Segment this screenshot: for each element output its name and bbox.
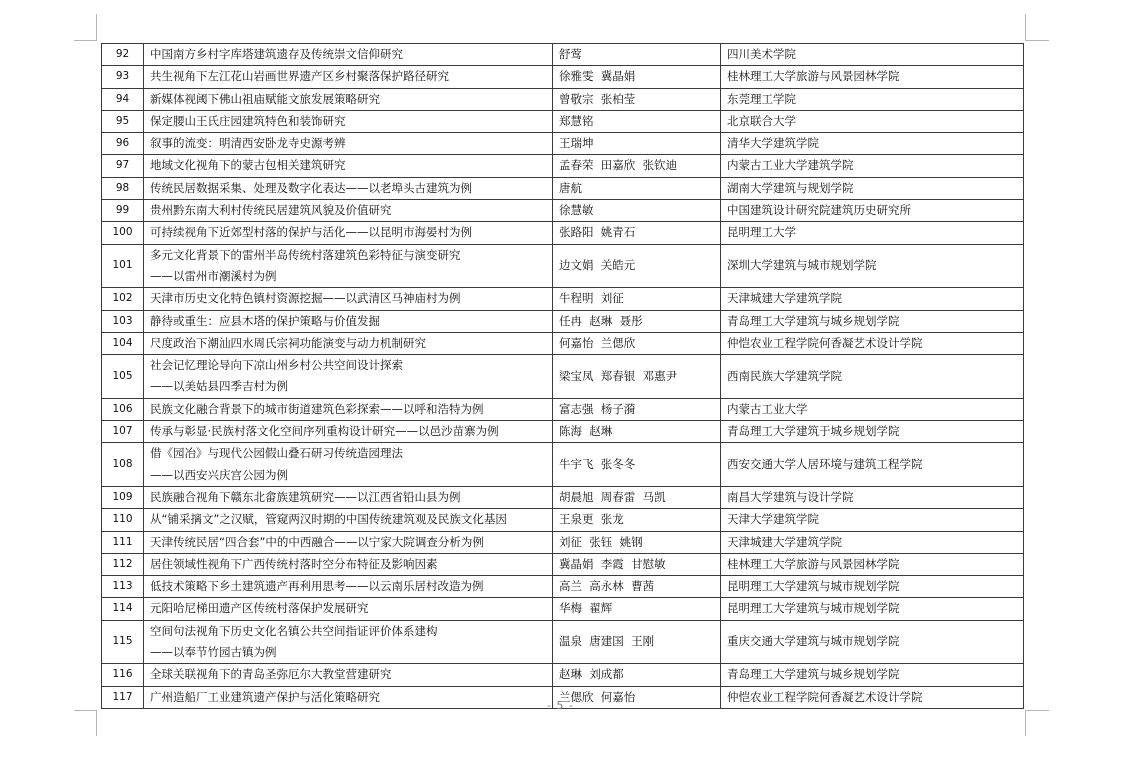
paper-title <box>144 421 553 443</box>
paper-title <box>144 398 553 420</box>
author-institution: 桂林理工大学旅游与风景园林学院 <box>721 553 1024 575</box>
table-row <box>102 553 1024 575</box>
paper-authors: 郑慧铭 <box>553 110 721 132</box>
row-number: 107 <box>102 421 144 443</box>
paper-authors: 边文娟 关皓元 <box>553 244 721 288</box>
paper-title-line: 中国南方乡村字库塔建筑遗存及传统崇文信仰研究 <box>150 47 403 61</box>
paper-title-line: 传承与彰显·民族村落文化空间序列重构设计研究——以邑沙苗寨为例 <box>150 424 499 439</box>
row-number: 101 <box>102 244 144 288</box>
paper-title-line: 全球关联视角下的青岛圣弥厄尔大教堂营建研究 <box>150 667 392 682</box>
row-number: 112 <box>102 553 144 575</box>
author-institution: 天津大学建筑学院 <box>721 509 1024 531</box>
paper-title-line: 从“铺采摛文”之汉赋，管窥两汉时期的中国传统建筑观及民族文化基因 <box>150 512 507 527</box>
paper-title-line: 地域文化视角下的蒙古包相关建筑研究 <box>150 158 346 173</box>
paper-authors: 何嘉怡 兰偲欣 <box>553 332 721 354</box>
paper-title-line: 元阳哈尼梯田遗产区传统村落保护发展研究 <box>150 601 369 616</box>
paper-title <box>144 310 553 332</box>
author-institution: 西南民族大学建筑学院 <box>721 355 1024 399</box>
crop-mark-bottom-right-vertical <box>1025 710 1026 736</box>
table-row <box>102 177 1024 199</box>
row-number: 95 <box>102 110 144 132</box>
paper-authors: 牛程明 刘征 <box>553 288 721 310</box>
row-number: 117 <box>102 686 144 708</box>
crop-mark-top-left-horizontal <box>74 40 97 41</box>
paper-title <box>144 509 553 531</box>
row-number: 108 <box>102 443 144 487</box>
paper-title <box>144 200 553 222</box>
row-number: 110 <box>102 509 144 531</box>
author-institution: 湖南大学建筑与规划学院 <box>721 177 1024 199</box>
table-row <box>102 620 1024 664</box>
row-number: 103 <box>102 310 144 332</box>
paper-title-line: 静待或重生：应县木塔的保护策略与价值发掘 <box>150 313 380 328</box>
table-row <box>102 598 1024 620</box>
paper-title-line: 居住领域性视角下广西传统村落时空分布特征及影响因素 <box>150 556 438 571</box>
paper-title-line: 民族融合视角下赣东北畲族建筑研究——以江西省铅山县为例 <box>150 489 461 504</box>
table-row <box>102 398 1024 420</box>
author-institution: 东莞理工学院 <box>721 88 1024 110</box>
paper-title-line: 叙事的流变：明清西安卧龙寺史源考辨 <box>150 136 346 151</box>
paper-title <box>144 110 553 132</box>
paper-title-line: 空间句法视角下历史文化名镇公共空间指证评价体系建构 <box>150 623 438 638</box>
crop-mark-top-left-vertical <box>96 14 97 40</box>
paper-title-line: 天津传统民居“四合套”中的中西融合——以宁家大院调查分析为例 <box>150 534 484 549</box>
author-institution: 昆明理工大学建筑与城市规划学院 <box>721 598 1024 620</box>
table-row <box>102 355 1024 399</box>
page-number: - 5 - <box>547 699 574 712</box>
paper-title-line: 低技术策略下乡土建筑遗产再利用思考——以云南乐居村改造为例 <box>150 579 484 594</box>
paper-title <box>144 553 553 575</box>
author-institution: 昆明理工大学 <box>721 222 1024 244</box>
table-row <box>102 421 1024 443</box>
paper-title <box>144 177 553 199</box>
table-row <box>102 288 1024 310</box>
paper-authors: 温泉 唐建国 王刚 <box>553 620 721 664</box>
paper-list-body <box>102 44 1024 709</box>
paper-list-table <box>101 43 1024 709</box>
paper-authors: 冀晶娟 李霞 甘慰敏 <box>553 553 721 575</box>
paper-subtitle-line: ——以雷州市潮溪村为例 <box>150 268 277 283</box>
row-number: 116 <box>102 664 144 686</box>
row-number: 106 <box>102 398 144 420</box>
paper-title <box>144 355 553 399</box>
paper-subtitle-line: ——以西安兴庆宫公园为例 <box>150 467 288 482</box>
row-number: 92 <box>102 44 144 66</box>
paper-title <box>144 443 553 487</box>
table-row <box>102 222 1024 244</box>
paper-authors: 陈海 赵琳 <box>553 421 721 443</box>
author-institution: 内蒙古工业大学 <box>721 398 1024 420</box>
paper-title-line: 共生视角下左江花山岩画世界遗产区乡村聚落保护路径研究 <box>150 69 449 84</box>
paper-authors: 赵琳 刘成都 <box>553 664 721 686</box>
author-institution: 重庆交通大学建筑与城市规划学院 <box>721 620 1024 664</box>
crop-mark-bottom-left-vertical <box>96 710 97 736</box>
paper-authors: 胡晨旭 周春雷 马凯 <box>553 486 721 508</box>
paper-title-line: 可持续视角下近郊型村落的保护与活化——以昆明市海晏村为例 <box>150 225 472 240</box>
paper-authors: 曾敬宗 张柏莹 <box>553 88 721 110</box>
paper-title <box>144 664 553 686</box>
paper-authors: 高兰 高永林 曹茜 <box>553 576 721 598</box>
row-number: 100 <box>102 222 144 244</box>
author-institution: 西安交通大学人居环境与建筑工程学院 <box>721 443 1024 487</box>
author-institution: 北京联合大学 <box>721 110 1024 132</box>
author-institution: 仲恺农业工程学院何香凝艺术设计学院 <box>721 332 1024 354</box>
paper-title <box>144 332 553 354</box>
row-number: 105 <box>102 355 144 399</box>
paper-authors: 富志强 杨子漪 <box>553 398 721 420</box>
author-institution: 深圳大学建筑与城市规划学院 <box>721 244 1024 288</box>
paper-subtitle-line: ——以奉节竹园古镇为例 <box>150 645 277 660</box>
row-number: 93 <box>102 66 144 88</box>
paper-title <box>144 531 553 553</box>
table-row <box>102 486 1024 508</box>
table-row <box>102 244 1024 288</box>
paper-title <box>144 155 553 177</box>
author-institution: 青岛理工大学建筑与城乡规划学院 <box>721 664 1024 686</box>
paper-authors: 张路阳 姚青石 <box>553 222 721 244</box>
paper-title-line: 保定腰山王氏庄园建筑特色和装饰研究 <box>150 113 346 128</box>
author-institution: 桂林理工大学旅游与风景园林学院 <box>721 66 1024 88</box>
author-institution: 青岛理工大学建筑与城乡规划学院 <box>721 310 1024 332</box>
paper-title <box>144 620 553 664</box>
paper-title <box>144 222 553 244</box>
paper-authors: 兰偲欣 何嘉怡 <box>553 686 721 708</box>
table-row <box>102 44 1024 66</box>
author-institution: 昆明理工大学建筑与城市规划学院 <box>721 576 1024 598</box>
crop-mark-top-right-vertical <box>1025 14 1026 40</box>
paper-title-line: 传统民居数据采集、处理及数字化表达——以老埠头古建筑为例 <box>150 180 472 195</box>
paper-title <box>144 576 553 598</box>
paper-authors: 华梅 翟辉 <box>553 598 721 620</box>
paper-title <box>144 44 553 66</box>
author-institution: 四川美术学院 <box>721 44 1024 66</box>
author-institution: 内蒙古工业大学建筑学院 <box>721 155 1024 177</box>
paper-title <box>144 66 553 88</box>
paper-title <box>144 288 553 310</box>
paper-title-line: 贵州黔东南大利村传统民居建筑风貌及价值研究 <box>150 203 392 218</box>
paper-authors: 徐慧敏 <box>553 200 721 222</box>
paper-authors: 牛宇飞 张冬冬 <box>553 443 721 487</box>
row-number: 96 <box>102 133 144 155</box>
table-row <box>102 133 1024 155</box>
table-row <box>102 509 1024 531</box>
table-row <box>102 443 1024 487</box>
paper-authors: 刘征 张钰 姚钢 <box>553 531 721 553</box>
table-row <box>102 200 1024 222</box>
row-number: 111 <box>102 531 144 553</box>
paper-authors: 梁宝凤 郑春银 邓惠尹 <box>553 355 721 399</box>
author-institution: 南昌大学建筑与设计学院 <box>721 486 1024 508</box>
row-number: 98 <box>102 177 144 199</box>
row-number: 113 <box>102 576 144 598</box>
paper-authors: 王泉更 张龙 <box>553 509 721 531</box>
table-row <box>102 155 1024 177</box>
paper-title-line: 广州造船厂工业建筑遗产保护与活化策略研究 <box>150 689 380 704</box>
author-institution: 仲恺农业工程学院何香凝艺术设计学院 <box>721 686 1024 708</box>
row-number: 97 <box>102 155 144 177</box>
author-institution: 天津城建大学建筑学院 <box>721 288 1024 310</box>
row-number: 102 <box>102 288 144 310</box>
paper-title-line: 新媒体视阈下佛山祖庙赋能文旅发展策略研究 <box>150 91 380 106</box>
paper-title-line: 民族文化融合背景下的城市街道建筑色彩探索——以呼和浩特为例 <box>150 401 484 416</box>
paper-title <box>144 133 553 155</box>
row-number: 99 <box>102 200 144 222</box>
paper-authors: 唐航 <box>553 177 721 199</box>
paper-title <box>144 244 553 288</box>
paper-subtitle-line: ——以美姑县四季吉村为例 <box>150 379 288 394</box>
paper-authors: 王瑞坤 <box>553 133 721 155</box>
paper-title-line: 天津市历史文化特色镇村资源挖掘——以武清区马神庙村为例 <box>150 291 461 306</box>
paper-title <box>144 486 553 508</box>
paper-authors: 舒莺 <box>553 44 721 66</box>
paper-title <box>144 88 553 110</box>
table-row <box>102 88 1024 110</box>
row-number: 114 <box>102 598 144 620</box>
table-row <box>102 664 1024 686</box>
table-row <box>102 576 1024 598</box>
table-row <box>102 110 1024 132</box>
paper-authors: 任冉 赵琳 聂彤 <box>553 310 721 332</box>
paper-authors: 徐雅雯 冀晶娟 <box>553 66 721 88</box>
paper-title-line: 社会记忆理论导向下凉山州乡村公共空间设计探索 <box>150 358 403 373</box>
paper-title <box>144 598 553 620</box>
author-institution: 清华大学建筑学院 <box>721 133 1024 155</box>
author-institution: 青岛理工大学建筑于城乡规划学院 <box>721 421 1024 443</box>
paper-authors: 孟春荣 田嘉欣 张钦迪 <box>553 155 721 177</box>
table-row <box>102 66 1024 88</box>
author-institution: 天津城建大学建筑学院 <box>721 531 1024 553</box>
paper-title-line: 多元文化背景下的雷州半岛传统村落建筑色彩特征与演变研究 <box>150 247 461 262</box>
table-row <box>102 332 1024 354</box>
row-number: 94 <box>102 88 144 110</box>
table-row <box>102 310 1024 332</box>
paper-title-line: 借《园冶》与现代公园假山叠石研习传统造园理法 <box>150 446 403 461</box>
author-institution: 中国建筑设计研究院建筑历史研究所 <box>721 200 1024 222</box>
table-row <box>102 531 1024 553</box>
crop-mark-top-right-horizontal <box>1025 40 1049 41</box>
row-number: 109 <box>102 486 144 508</box>
row-number: 104 <box>102 332 144 354</box>
row-number: 115 <box>102 620 144 664</box>
paper-title-line: 尺度政治下潮汕四水周氏宗祠功能演变与动力机制研究 <box>150 335 426 350</box>
